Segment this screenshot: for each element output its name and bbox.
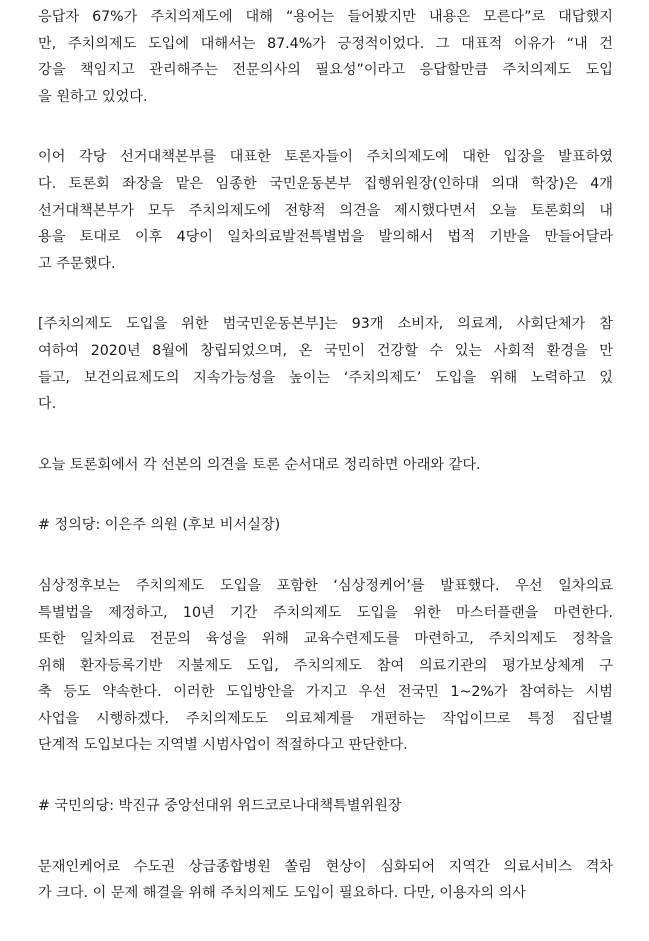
paragraph — [38, 573, 613, 759]
text-line: 만, 주치의제도 도입에 대해서는 87.4%가 긍정적이었다. 그 대표적 이유가 “내 건 — [38, 35, 613, 52]
text-line: 특별법을 제정하고, 10년 기간 주치의제도 도입을 위한 마스터플랜을 마련한다. — [38, 604, 613, 621]
text-line: 축 등도 약속한다. 이러한 도입방안을 가지고 우선 전국민 1~2%가 참여하는 시범 — [38, 684, 613, 701]
text-line: 여하여 2020년 8월에 창립되었으며, 온 국민이 건강할 수 있는 사회적 환경을 만 — [38, 342, 613, 359]
text-line: 사업을 시행하겠다. 주치의제도도 의료체계를 개편하는 작업이므로 특정 집단별 — [38, 710, 613, 727]
text-line: 을 원하고 있었다. — [38, 88, 148, 105]
paragraph — [38, 452, 613, 479]
text-line: 단계적 도입보다는 지역별 시범사업이 적절하다고 판단한다. — [38, 737, 408, 754]
text-line: 강을 책임지고 관리해주는 전문의사의 필요성”이라고 응답할만큼 주치의제도 도입 — [38, 62, 613, 79]
text-line: 또한 일차의료 전문의 육성을 위해 교육수련제도를 마련하고, 주치의제도 정착을 — [38, 631, 613, 648]
text-line: 용을 토대로 이후 4당이 일차의료발전특별법을 발의해서 법적 기반을 만들어달라 — [38, 229, 613, 246]
paragraph — [38, 854, 613, 907]
text-line: 들고, 보건의료제도의 지속가능성을 높이는 ‘주치의제도’ 도입을 위해 노력하고 있 — [38, 369, 613, 386]
text-line: 선거대책본부가 모두 주치의제도에 전향적 의견을 제시했다면서 오늘 토론회의 내 — [38, 202, 613, 219]
section-heading — [38, 512, 613, 539]
text-line: # 정의당: 이은주 의원 (후보 비서실장) — [38, 517, 281, 534]
text-line: 응답자 67%가 주치의제도에 대해 “용어는 들어봤지만 내용은 모른다”로 대답했지 — [38, 9, 613, 25]
section-heading — [38, 793, 613, 820]
text-line: 문재인케어로 수도권 상급종합병원 쏠림 현상이 심화되어 지역간 의료서비스 격차 — [38, 858, 613, 875]
text-line: 다. — [38, 396, 57, 413]
text-line: 가 크다. 이 문제 해결을 위해 주치의제도 도입이 필요하다. 다만, 이용자의 의사 — [38, 885, 526, 902]
paragraph — [38, 311, 613, 417]
paragraph — [38, 4, 613, 110]
document-body — [38, 4, 613, 941]
text-line: 오늘 토론회에서 각 선본의 의견을 토론 순서대로 정리하면 아래와 같다. — [38, 456, 481, 473]
text-line: # 국민의당: 박진규 중앙선대위 위드코로나대책특별위원장 — [38, 798, 402, 815]
text-line: 위해 환자등록기반 지불제도 도입, 주치의제도 참여 의료기관의 평가보상체계 구 — [38, 657, 613, 674]
text-line: 다. 토론회 좌장을 맡은 임종한 국민운동본부 집행위원장(인하대 의대 학장)은 4개 — [38, 175, 613, 192]
text-line: 이어 각당 선거대책본부를 대표한 토론자들이 주치의제도에 대한 입장을 발표하였 — [38, 149, 613, 166]
paragraph — [38, 144, 613, 277]
text-line: 심상정후보는 주치의제도 도입을 포함한 ‘심상정케어’를 발표했다. 우선 일차의료 — [38, 577, 613, 594]
text-line: 고 주문했다. — [38, 255, 116, 272]
text-line: [주치의제도 도입을 위한 범국민운동본부]는 93개 소비자, 의료계, 사회단체가 참 — [38, 316, 613, 333]
